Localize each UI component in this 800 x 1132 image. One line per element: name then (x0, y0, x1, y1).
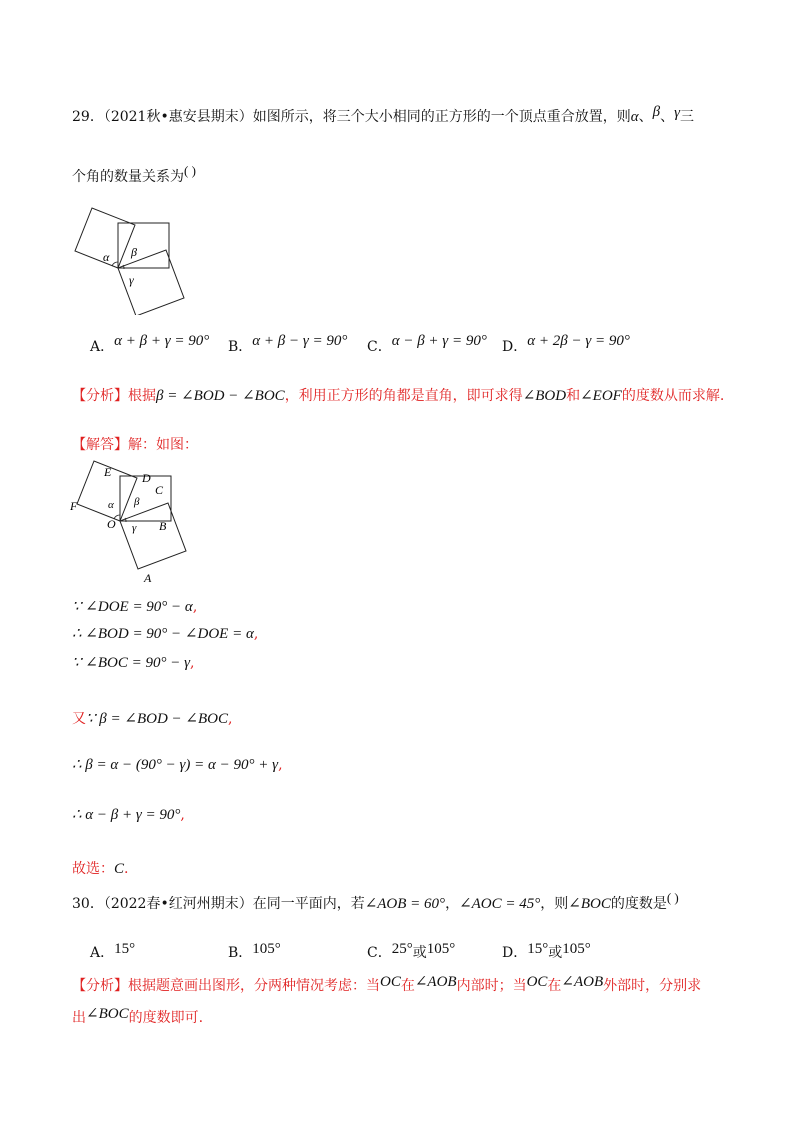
square-right (118, 250, 184, 315)
label-alpha: α (108, 499, 114, 511)
label-A: A (144, 571, 152, 585)
q30-analysis-line1: 【分析】根据题意画出图形，分两种情况考虑：当OC在∠AOB内部时；当OC在∠AOB外部时，分别求 (72, 974, 702, 994)
q29-stem-line2: 个角的数量关系为( ) (72, 163, 196, 185)
figure-labeled-squares (68, 458, 198, 588)
label-beta: β (131, 245, 137, 259)
label-gamma: γ (129, 273, 134, 287)
q30-option-d[interactable]: D．15°或105° (502, 941, 591, 961)
q29-option-b[interactable]: B．α + β − γ = 90° (228, 333, 348, 355)
label-F: F (70, 499, 78, 513)
square-middle (118, 223, 169, 268)
label-beta: β (134, 496, 140, 508)
q30-analysis-line2: 出∠BOC的度数即可. (72, 1006, 204, 1026)
step-4: 又∵ β = ∠BOD − ∠BOC, (72, 711, 233, 727)
q29-option-d[interactable]: D．α + 2β − γ = 90° (502, 333, 630, 355)
step-1: ∵ ∠DOE = 90° − α, (72, 599, 198, 615)
step-3: ∵ ∠BOC = 90° − γ, (72, 655, 195, 671)
label-alpha: α (103, 250, 110, 264)
q29-stem-line1: 29．（2021秋•惠安县期末）如图所示，将三个大小相同的正方形的一个顶点重合放置，则α、β、γ三 (72, 104, 694, 125)
q30-option-c[interactable]: C．25°或105° (367, 941, 456, 961)
label-C: C (155, 483, 164, 497)
step-6: ∴ α − β + γ = 90°, (72, 807, 185, 823)
q29-answer: 故选：C. (72, 861, 129, 877)
label-gamma: γ (132, 522, 137, 534)
q29-solution-intro: 【解答】解：如图： (72, 437, 198, 453)
q29-analysis: 【分析】根据β = ∠BOD − ∠BOC，利用正方形的角都是直角，即可求得∠BOD和∠EOF的度数从而求解. (72, 388, 725, 404)
label-B: B (159, 519, 167, 533)
step-5: ∴ β = α − (90° − γ) = α − 90° + γ, (72, 757, 283, 773)
label-O: O (107, 517, 116, 531)
figure-three-squares (66, 205, 196, 315)
square-right (120, 503, 186, 569)
q30-option-b[interactable]: B．105° (228, 941, 281, 961)
label-D: D (142, 471, 151, 485)
angle-mark-alpha (112, 262, 118, 266)
label-E: E (104, 465, 112, 479)
q29-option-a[interactable]: A．α + β + γ = 90° (90, 333, 210, 355)
q30-option-a[interactable]: A．15° (90, 941, 136, 961)
step-2: ∴ ∠BOD = 90° − ∠DOE = α, (72, 626, 259, 642)
q30-stem: 30．（2022春•红河州期末）在同一平面内，若∠AOB = 60°，∠AOC = 45°，则∠BOC的度数是( ) (72, 890, 679, 912)
q29-option-c[interactable]: C．α − β + γ = 90° (367, 333, 487, 355)
